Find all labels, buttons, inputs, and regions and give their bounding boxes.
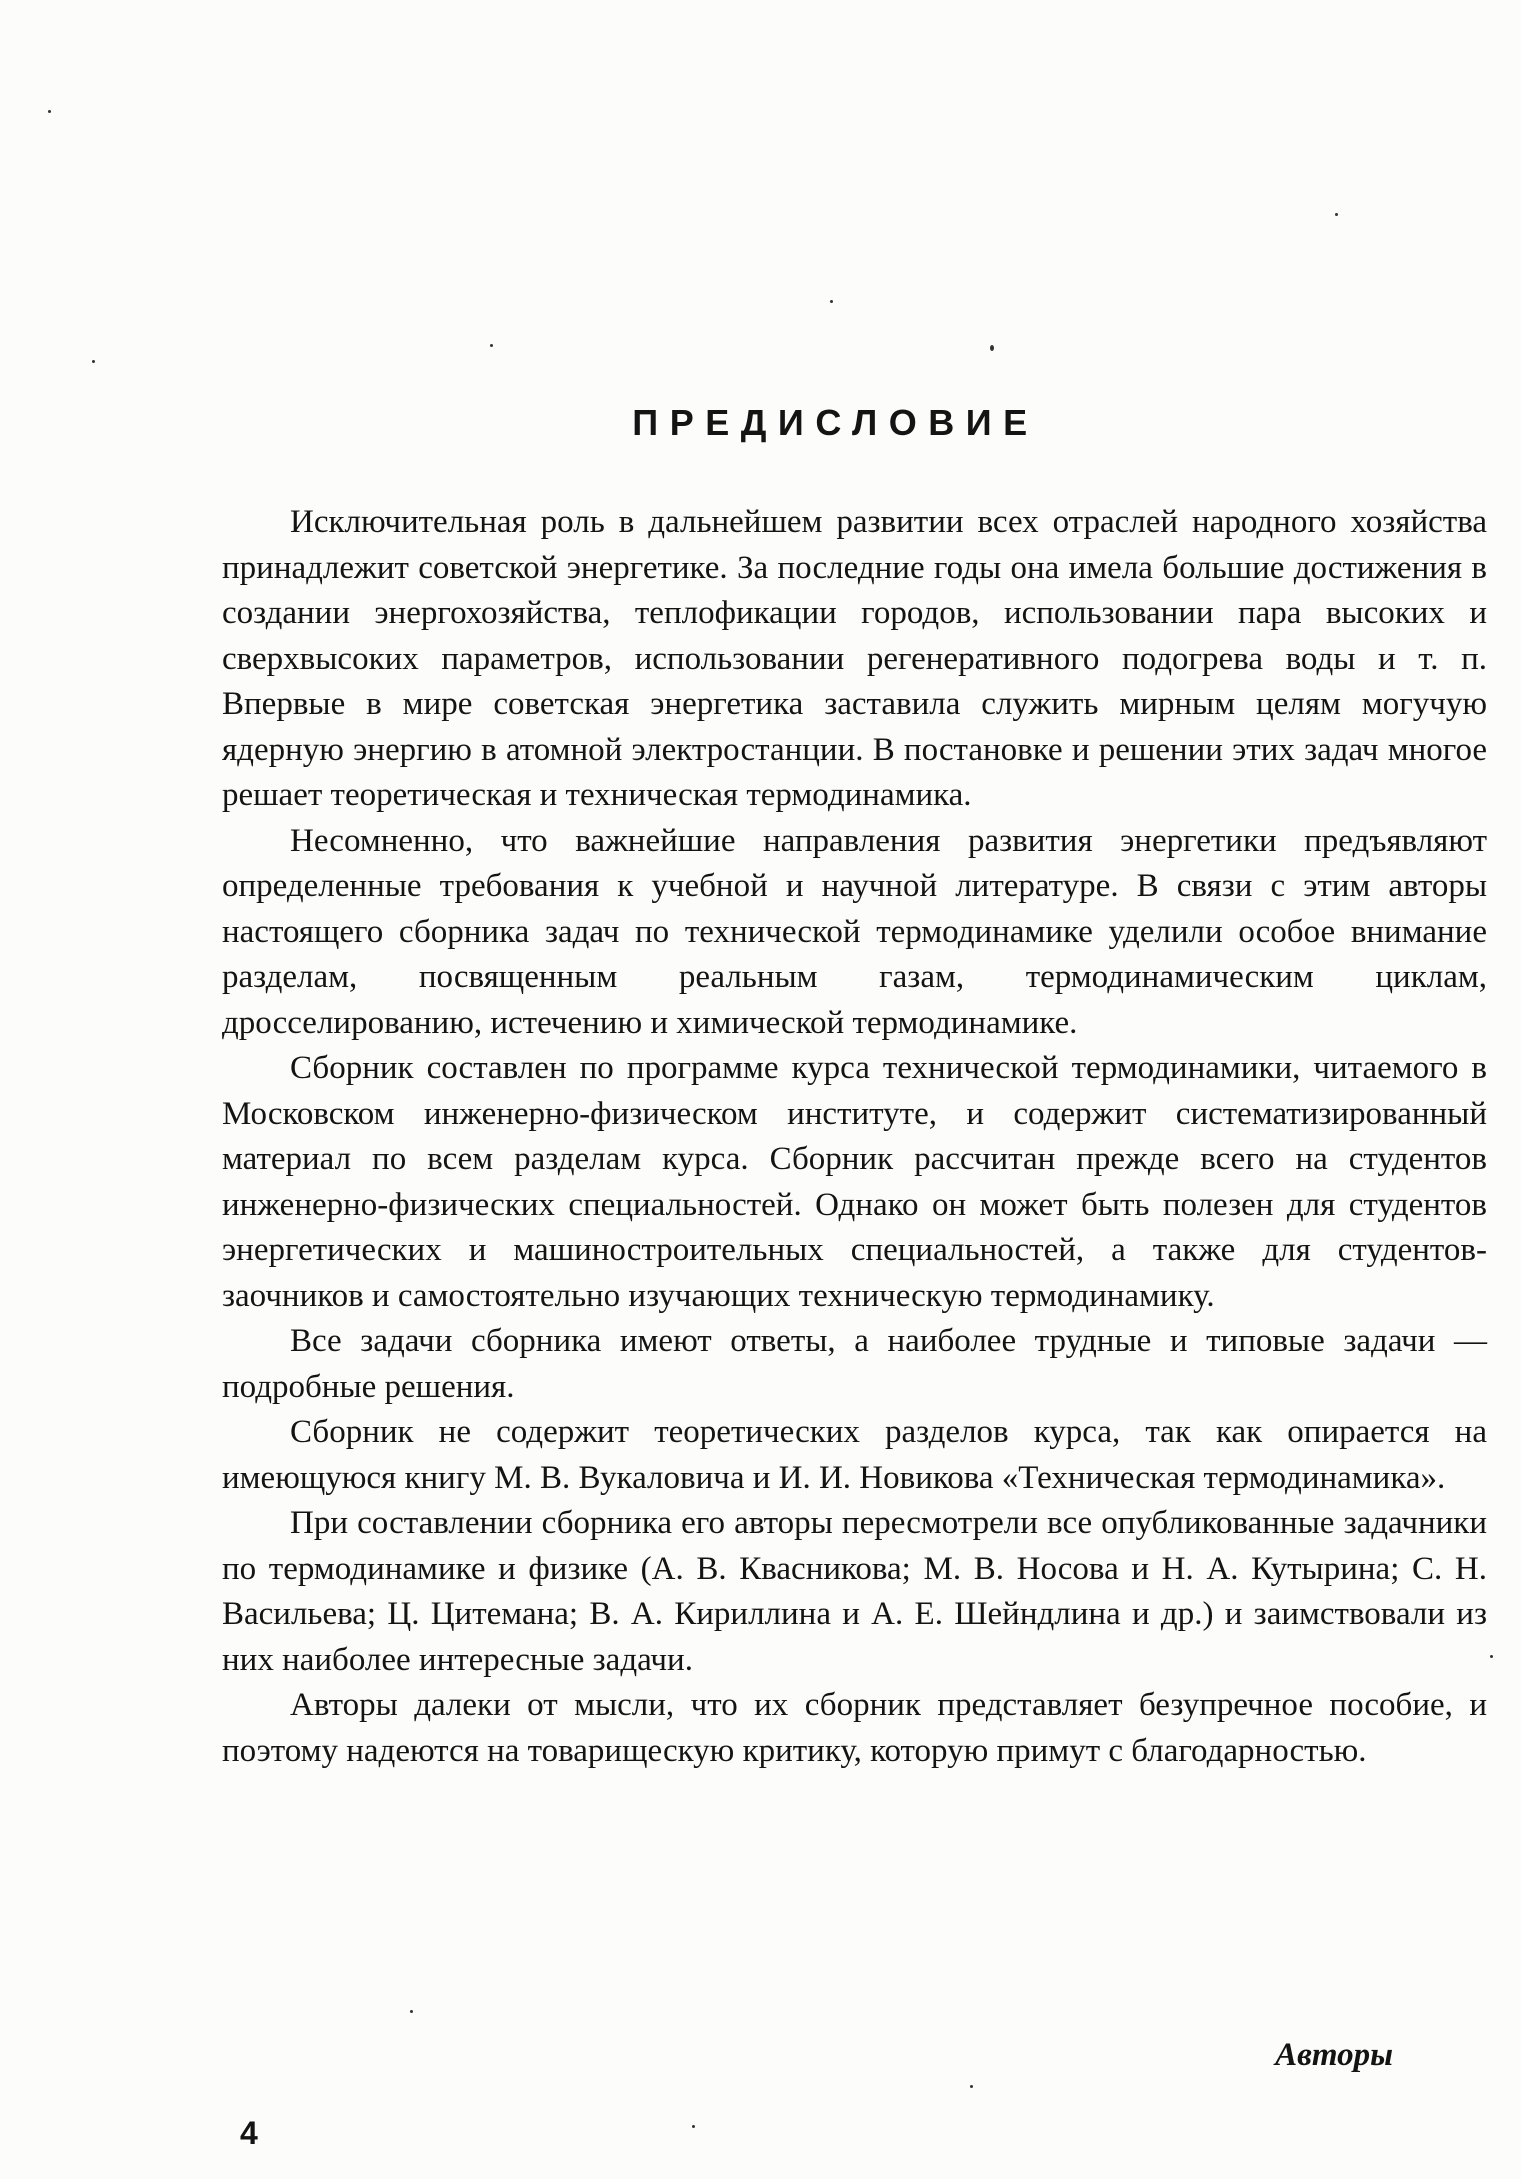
scan-speck (92, 360, 95, 363)
scan-speck (830, 300, 833, 303)
page-number: 4 (240, 2115, 258, 2151)
scan-speck (1490, 1655, 1493, 1658)
scan-speck (970, 2085, 973, 2088)
paragraph: Авторы далеки от мысли, что их сборник представляет безупречное пособие, и поэтому надеются на товарищескую критику, которую примут с благодарностью. (222, 1687, 1487, 1769)
body-text (222, 500, 1487, 1774)
paragraph: Все задачи сборника имеют ответы, а наиболее трудные и типовые задачи — подробные решения. (222, 1323, 1487, 1405)
scan-speck (410, 2010, 413, 2013)
scan-speck (490, 344, 493, 347)
paragraph: Несомненно, что важнейшие направления развития энергетики предъявляют определенные требования к учебной и научной литературе. В связи с этим авторы настоящего сборника задач по технической термодинамике уделили особое внимание разделам, посвященным реальным газам, термодинамическим циклам, дросселированию, истечению и химической термодинамике. (222, 822, 1487, 1041)
paragraph: При составлении сборника его авторы пересмотрели все опубликованные задачники по термодинамике и физике (А. В. Квасникова; М. В. Носова и Н. А. Кутырина; С. Н. Васильева; Ц. Цитемана; В. А. Кириллина и А. Е. Шейндлина и др.) и заимствовали из них наиболее интересные задачи. (222, 1505, 1487, 1678)
scan-speck (692, 2125, 695, 2128)
paragraph: Исключительная роль в дальнейшем развитии всех отраслей народного хозяйства принадлежит советской энергетике. За последние годы она имела большие достижения в создании энергохозяйства, теплофикации городов, использовании пара высоких и сверхвысоких параметров, использовании регенеративного подогрева воды и т. п. Впервые в мире советская энергетика заставила служить мирным целям могучую ядерную энергию в атомной электростанции. В постановке и решении этих задач многое решает теоретическая и техническая термодинамика. (222, 504, 1487, 813)
signature: Авторы (1275, 2037, 1393, 2073)
scan-speck (48, 110, 51, 113)
paragraph: Сборник составлен по программе курса технической термодинамики, читаемого в Московском инженерно-физическом институте, и содержит систематизированный материал по всем разделам курса. Сборник рассчитан прежде всего на студентов инженерно-физических специальностей. Однако он может быть полезен для студентов энергетических и машиностроительных специальностей, а также для студентов-заочников и самостоятельно изучающих техническую термодинамику. (222, 1050, 1487, 1314)
paragraph: Сборник не содержит теоретических разделов курса, так как опирается на имеющуюся книгу М. В. Вукаловича и И. И. Новикова «Техническая термодинамика». (222, 1414, 1487, 1496)
scan-speck (1335, 213, 1338, 216)
page-title: ПРЕДИСЛОВИЕ (632, 402, 1039, 443)
scan-speck (990, 345, 994, 351)
